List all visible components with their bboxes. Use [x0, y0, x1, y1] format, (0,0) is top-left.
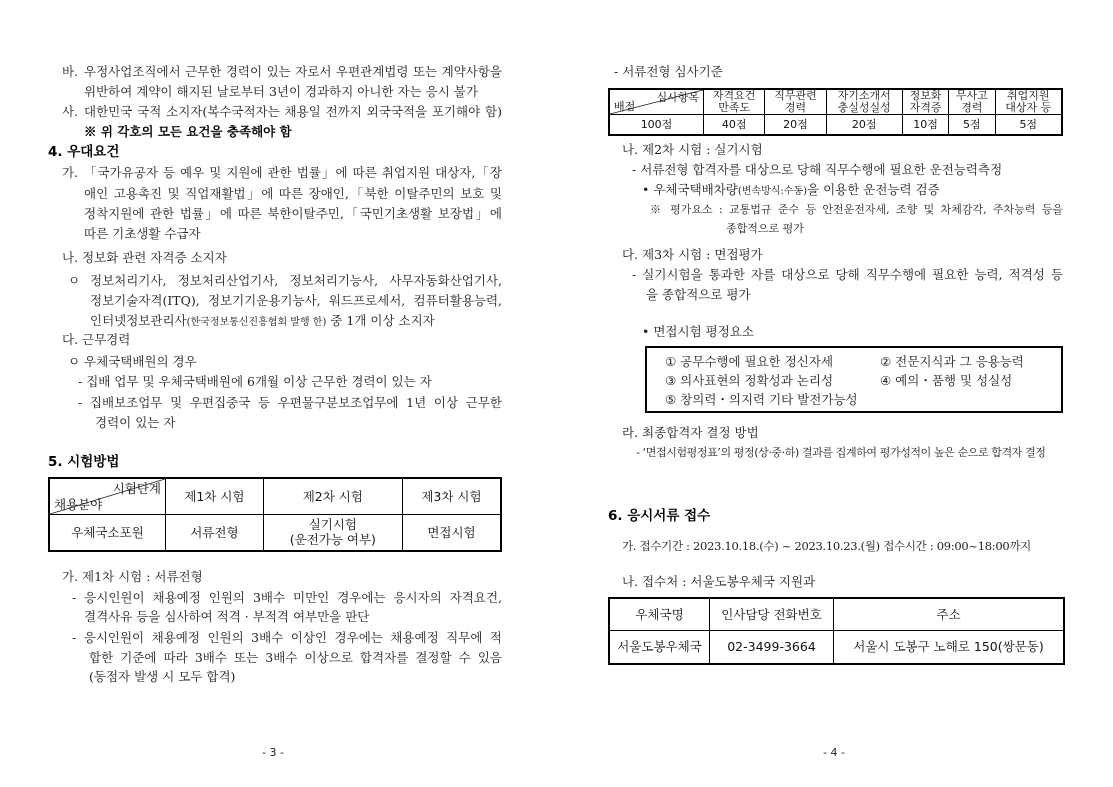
section-heading: 6. 응시서류 접수: [608, 508, 711, 524]
factor-item: ⑤ 창의력・의지력 기타 발전가능성: [665, 392, 858, 407]
office-phone: 02-3499-3664: [710, 630, 834, 664]
header-line: 경력: [784, 101, 807, 114]
cert-issuer: (한국정보통신진흥협회 발행 한): [186, 317, 327, 328]
paragraph-line: 합한 기준에 따라 3배수 또는 3배수 이상으로 합격자를 결정할 수 있음: [89, 650, 502, 665]
factor-item: ④ 예의・품행 및 성실성: [880, 373, 1013, 388]
subsection-title: 나. 제2차 시험 : 실기시험: [622, 142, 763, 157]
header-line: 직무관련: [774, 89, 817, 102]
table-header: [765, 89, 826, 115]
factor-item: ① 공무수행에 필요한 정신자세: [665, 354, 834, 369]
header-line: 자격요건: [712, 89, 756, 102]
table-header: 제2차 시험: [263, 478, 402, 514]
paragraph-line: [90, 313, 435, 331]
page-number: - 3 -: [262, 746, 284, 759]
table-corner-cell: [609, 89, 704, 115]
score-cell: 10점: [902, 115, 948, 136]
vehicle-text: • 우체국택배차량: [642, 182, 738, 197]
section-heading: 5. 시험방법: [48, 454, 120, 470]
paragraph-line: ㅇ 우체국택배원의 경우: [68, 354, 197, 369]
subsection-title: 나. 정보화 관련 자격증 소지자: [62, 250, 227, 265]
table-header: [902, 89, 948, 115]
header-line: 자기소개서: [837, 89, 891, 102]
header-line: 만족도: [718, 101, 751, 114]
section-heading: 4. 우대요건: [48, 144, 120, 160]
table-header: [949, 89, 995, 115]
paragraph-line: 정착지원에 관한 법률」에 따른 북한이탈주민,「국민기초생활 보장법」에: [84, 206, 502, 221]
paragraph-line: 「국가유공자 등 예우 및 지원에 관한 법률」에 따른 취업지원 대상자,「장: [84, 165, 502, 180]
score-cell: 5점: [995, 115, 1062, 136]
corner-bottom-label: 채용분야: [54, 496, 103, 512]
subsection-title: - 서류전형 심사기준: [614, 64, 723, 79]
table-header: 우체국명: [609, 598, 710, 630]
vehicle-spec: (변속방식:수동): [737, 186, 808, 197]
table-cell: 면접시험: [402, 514, 501, 551]
table-cell: [263, 514, 402, 551]
paragraph-line: - 응시인원이 채용예정 인원의 3배수 이상인 경우에는 채용예정 직무에 적: [72, 630, 502, 645]
table-header: [826, 89, 902, 115]
office-name: 서울도봉우체국: [609, 630, 710, 664]
office-contact-table: [608, 597, 1065, 665]
table-header: 제3차 시험: [402, 478, 501, 514]
vehicle-text-end: 을 이용한 운전능력 검증: [807, 182, 940, 197]
header-line: 무사고: [955, 89, 988, 102]
requirement-note: ※ 위 각호의 모든 요건을 충족해야 함: [84, 124, 292, 139]
paragraph-line: • 면접시험 평정요소: [642, 324, 754, 339]
corner-top-label: 시험단계: [112, 481, 161, 496]
score-cell: 5점: [949, 115, 995, 136]
header-line: 정보화: [909, 89, 942, 102]
bullet-marker: ㅇ: [68, 273, 81, 288]
table-cell: 서류전형: [166, 514, 264, 551]
table-corner-cell: [49, 478, 166, 514]
header-line: 대상자 등: [1005, 101, 1052, 114]
paragraph-line: 우정사업조직에서 근무한 경력이 있는 자로서 우편관계법령 또는 계약사항을: [84, 64, 502, 79]
paragraph-line: 을 종합적으로 평가: [646, 287, 751, 302]
exam-method-table: [48, 477, 502, 552]
paragraph-line: - 집배 업무 및 우체국택배원에 6개월 이상 근무한 경력이 있는 자: [78, 374, 432, 389]
paragraph-line: 대한민국 국적 소지자(복수국적자는 채용일 전까지 외국국적을 포기해야 함): [84, 104, 502, 119]
score-cell: 100점: [609, 115, 704, 136]
paragraph-line: - 서류전형 합격자를 대상으로 당해 직무수행에 필요한 운전능력측정: [632, 162, 1003, 177]
interview-factors-box: [645, 346, 1063, 413]
subsection-title: 라. 최종합격자 결정 방법: [622, 425, 759, 440]
header-line: 경력: [961, 101, 983, 114]
table-header: 주소: [834, 598, 1065, 630]
paragraph-line: 결격사유 등을 심사하여 적격 · 부적격 여부만을 판단: [84, 609, 370, 624]
table-header: [995, 89, 1062, 115]
application-period: 가. 접수기간 : 2023.10.18.(수) ~ 2023.10.23.(월) 접수시간 : 09:00~18:00까지: [622, 539, 1031, 553]
score-cell: 20점: [826, 115, 902, 136]
paragraph-line: 애인 고용촉진 및 직업재활법」에 따른 장애인,「북한 이탈주민의 보호 및: [84, 186, 502, 201]
header-line: 충실성실성: [837, 101, 891, 114]
item-marker: 사.: [62, 104, 79, 119]
paragraph-line: ※ 평가요소 : 교통법규 준수 등 안전운전자세, 조향 및 차체감각, 주차능력 등을: [650, 203, 1063, 216]
paragraph-line: - 응시인원이 채용예정 인원의 3배수 미만인 경우에는 응시자의 자격요건,: [72, 590, 502, 605]
table-header: [704, 89, 765, 115]
page-number: - 4 -: [823, 746, 845, 759]
application-place: 나. 접수처 : 서울도봉우체국 지원과: [622, 574, 816, 589]
office-address: 서울시 도봉구 노해로 150(쌍문동): [834, 630, 1065, 664]
paragraph-line: 종합적으로 평가: [726, 222, 804, 235]
table-cell: 우체국소포원: [49, 514, 166, 551]
cell-line: 실기시험: [308, 517, 357, 533]
header-line: 취업지원: [1007, 89, 1050, 102]
paragraph-line: - ‘면접시험평정표’의 평정(상·중·하) 결과를 집계하여 평가성적이 높은 순으로 합격자 결정: [636, 446, 1046, 459]
subsection-title: 다. 근무경력: [62, 332, 131, 347]
subsection-title: 다. 제3차 시험 : 면접평가: [622, 247, 763, 262]
table-header: 인사담당 전화번호: [710, 598, 834, 630]
paragraph-line: (동점자 발생 시 모두 합격): [89, 669, 236, 684]
score-cell: 20점: [765, 115, 826, 136]
paragraph-line: 정보처리기사, 정보처리산업기사, 정보처리기능사, 사무자동화산업기사,: [90, 273, 502, 288]
paragraph-line: 경력이 있는 자: [95, 415, 176, 430]
factor-item: ② 전문지식과 그 응용능력: [880, 354, 1024, 369]
header-line: 자격증: [909, 101, 942, 114]
corner-bottom-label: 배점: [614, 100, 636, 113]
item-marker: 가.: [62, 165, 79, 180]
paragraph-line: - 실기시험을 통과한 자를 대상으로 당해 직무수행에 필요한 능력, 적격성 등: [632, 267, 1063, 282]
table-header: 제1차 시험: [166, 478, 264, 514]
paragraph-line: 따른 기초생활 수급자: [84, 226, 201, 241]
subsection-title: 가. 제1차 시험 : 서류전형: [62, 569, 203, 584]
paragraph-line: [642, 182, 940, 200]
score-cell: 40점: [704, 115, 765, 136]
cert-requirement: 중 1개 이상 소지자: [326, 313, 435, 328]
cell-line: (운전가능 여부): [289, 532, 376, 548]
paragraph-line: - 집배보조업무 및 우편집중국 등 우편물구분보조업무에 1년 이상 근무한: [78, 395, 502, 410]
cert-name: 인터넷정보관리사: [90, 313, 187, 328]
factor-item: ③ 의사표현의 정확성과 논리성: [665, 373, 834, 388]
corner-top-label: 심사항목: [656, 91, 699, 104]
item-marker: 바.: [62, 64, 79, 79]
paragraph-line: 정보기술자격(ITQ), 정보기기운용기능사, 워드프로세서, 컴퓨터활용능력,: [90, 293, 502, 308]
screening-criteria-table: [608, 88, 1063, 136]
paragraph-line: 위반하여 계약이 해지된 날로부터 3년이 경과하지 아니한 자는 응시 불가: [84, 84, 478, 99]
